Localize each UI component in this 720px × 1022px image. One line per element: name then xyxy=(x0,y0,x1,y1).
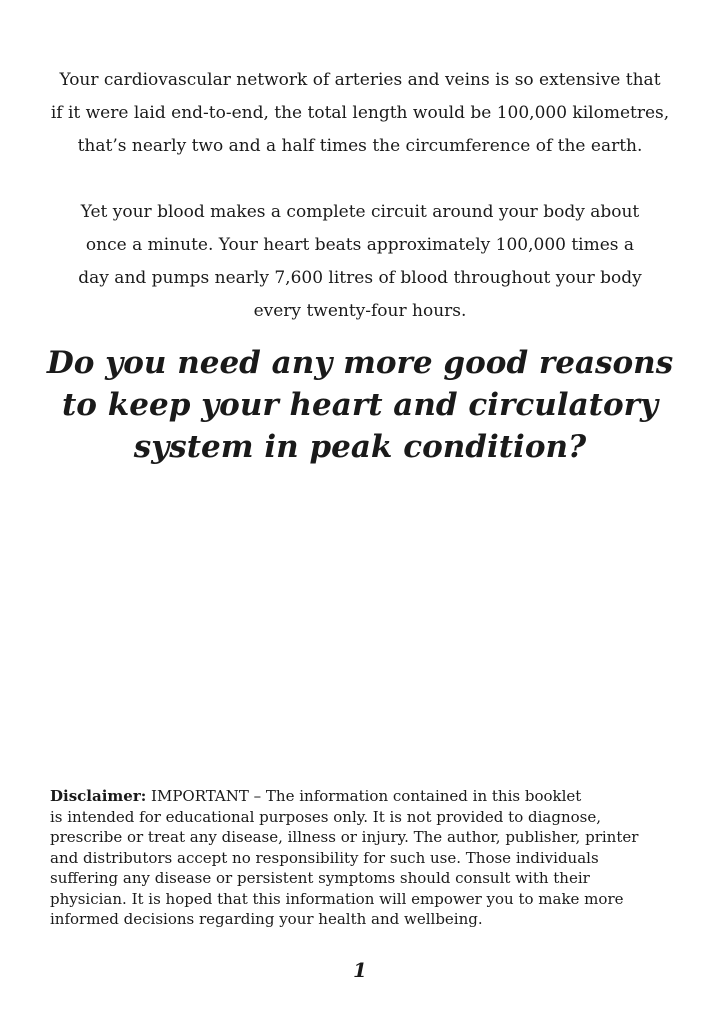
disclaimer xyxy=(50,786,680,930)
headline-line: Do you need any more good reasons xyxy=(46,345,674,381)
paragraph-line: Yet your blood makes a complete circuit around your body about xyxy=(80,202,640,222)
headline-line: to keep your heart and circulatory xyxy=(61,387,659,423)
disclaimer-line: is intended for educational purposes only. It is not provided to diagnose, xyxy=(50,807,601,826)
paragraph-line: Your cardiovascular network of arteries and veins is so extensive that xyxy=(59,70,661,90)
paragraph-line: if it were laid end-to-end, the total length would be 100,000 kilometres, xyxy=(50,103,670,123)
body-paragraph-2 xyxy=(40,196,680,328)
paragraph-line: day and pumps nearly 7,600 litres of blood throughout your body xyxy=(78,268,642,288)
disclaimer-line: and distributors accept no responsibility for such use. Those individuals xyxy=(50,848,599,867)
body-paragraph-1 xyxy=(40,64,680,163)
paragraph-line: that’s nearly two and a half times the circumference of the earth. xyxy=(77,136,643,156)
page-number: 1 xyxy=(353,958,367,982)
headline xyxy=(30,342,690,468)
paragraph-line: once a minute. Your heart beats approximately 100,000 times a xyxy=(85,235,635,255)
disclaimer-first-line xyxy=(50,786,680,807)
disclaimer-label: Disclaimer: xyxy=(50,787,147,805)
paragraph-line: every twenty-four hours. xyxy=(253,301,467,321)
disclaimer-line: physician. It is hoped that this information will empower you to make more xyxy=(50,889,624,908)
disclaimer-line: prescribe or treat any disease, illness or injury. The author, publisher, printer xyxy=(50,828,639,846)
disclaimer-text: IMPORTANT – The information contained in this booklet xyxy=(146,787,582,805)
headline-line: system in peak condition? xyxy=(133,429,587,465)
disclaimer-line: informed decisions regarding your health and wellbeing. xyxy=(50,910,483,928)
disclaimer-line: suffering any disease or persistent symptoms should consult with their xyxy=(50,869,590,887)
